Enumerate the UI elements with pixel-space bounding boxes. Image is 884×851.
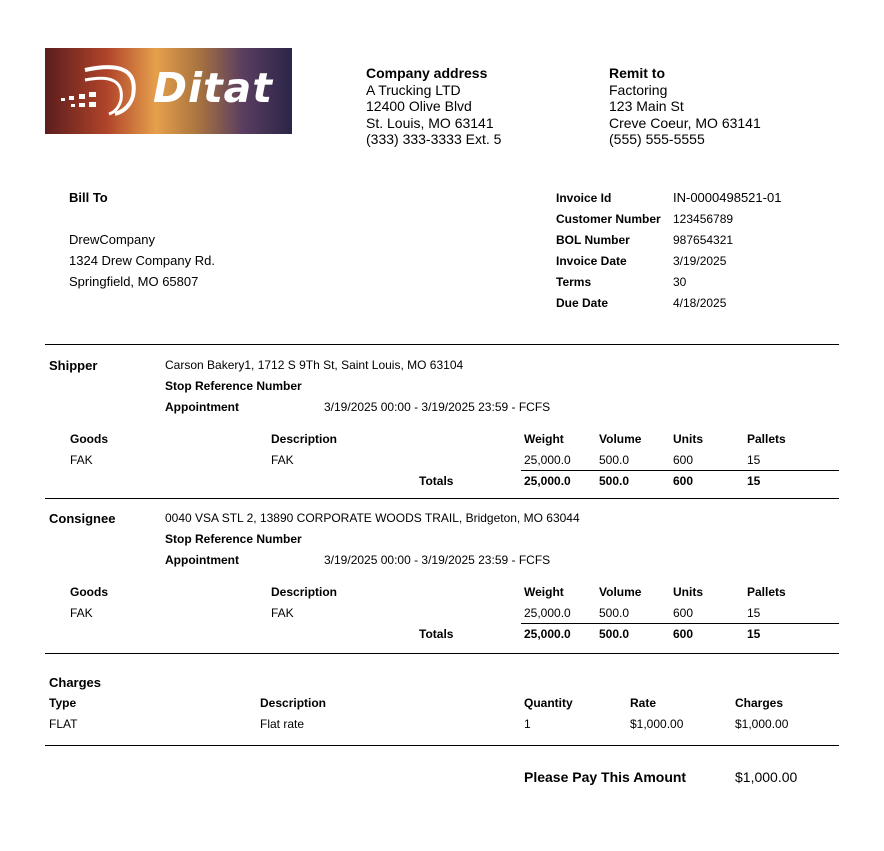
type-header: Type (49, 696, 77, 710)
consignee-appointment-label: Appointment (165, 553, 239, 567)
terms-label: Terms (556, 275, 592, 289)
logo-text: Ditat (153, 64, 273, 112)
bol-number-label: BOL Number (556, 233, 630, 247)
consignee-appointment-value: 3/19/2025 00:00 - 3/19/2025 23:59 - FCFS (324, 553, 551, 567)
volume-header: Volume (599, 585, 642, 599)
goods-cell: FAK (70, 453, 93, 467)
totals-label: Totals (419, 627, 454, 641)
due-date-value: 4/18/2025 (673, 296, 727, 310)
swoosh-icon (45, 48, 155, 134)
weight-header: Weight (524, 585, 564, 599)
pallets-total: 15 (747, 627, 761, 641)
terms-value: 30 (673, 275, 687, 289)
company-line: (333) 333-3333 Ext. 5 (366, 131, 502, 147)
pay-amount-label: Please Pay This Amount (524, 769, 687, 785)
weight-total: 25,000.0 (524, 627, 571, 641)
units-cell: 600 (673, 606, 694, 620)
charges-header: Charges (735, 696, 784, 710)
description-cell: FAK (271, 606, 294, 620)
description-header: Description (271, 585, 338, 599)
charges-cell: $1,000.00 (735, 717, 789, 731)
weight-total: 25,000.0 (524, 474, 571, 488)
company-line: A Trucking LTD (366, 82, 461, 98)
units-total: 600 (673, 474, 694, 488)
pallets-cell: 15 (747, 453, 761, 467)
units-total: 600 (673, 627, 694, 641)
description-header: Description (271, 432, 338, 446)
consignee-heading: Consignee (49, 511, 116, 526)
units-header: Units (673, 432, 703, 446)
bill-to-heading: Bill To (69, 190, 108, 205)
charge-description-cell: Flat rate (260, 717, 305, 731)
bill-to-line: 1324 Drew Company Rd. (69, 253, 215, 268)
invoice-id-label: Invoice Id (556, 191, 612, 205)
section-divider (45, 344, 839, 345)
company-line: St. Louis, MO 63141 (366, 115, 494, 131)
pallets-total: 15 (747, 474, 761, 488)
type-cell: FLAT (49, 717, 78, 731)
remit-line: Creve Coeur, MO 63141 (609, 115, 761, 131)
shipper-appointment-label: Appointment (165, 400, 239, 414)
pallets-header: Pallets (747, 432, 786, 446)
quantity-header: Quantity (524, 696, 573, 710)
totals-label: Totals (419, 474, 454, 488)
volume-cell: 500.0 (599, 453, 630, 467)
totals-divider (521, 623, 839, 624)
due-date-label: Due Date (556, 296, 609, 310)
volume-cell: 500.0 (599, 606, 630, 620)
consignee-stop-ref-label: Stop Reference Number (165, 532, 302, 546)
pay-amount-value: $1,000.00 (735, 769, 798, 785)
units-cell: 600 (673, 453, 694, 467)
weight-cell: 25,000.0 (524, 606, 571, 620)
description-cell: FAK (271, 453, 294, 467)
pallets-header: Pallets (747, 585, 786, 599)
pallets-cell: 15 (747, 606, 761, 620)
quantity-cell: 1 (524, 717, 531, 731)
remit-line: 123 Main St (609, 98, 684, 114)
company-address-heading: Company address (366, 65, 488, 81)
charge-description-header: Description (260, 696, 327, 710)
section-divider (45, 653, 839, 654)
bill-to-line: DrewCompany (69, 232, 155, 247)
customer-number-value: 123456789 (673, 212, 734, 226)
customer-number-label: Customer Number (556, 212, 661, 226)
remit-to-heading: Remit to (609, 65, 665, 81)
shipper-address: Carson Bakery1, 1712 S 9Th St, Saint Louis, MO 63104 (165, 358, 464, 372)
bill-to-line: Springfield, MO 65807 (69, 274, 199, 289)
remit-line: Factoring (609, 82, 668, 98)
shipper-heading: Shipper (49, 358, 98, 373)
charges-heading: Charges (49, 675, 102, 690)
consignee-address: 0040 VSA STL 2, 13890 CORPORATE WOODS TRAIL, Bridgeton, MO 63044 (165, 511, 580, 525)
section-divider (45, 498, 839, 499)
rate-cell: $1,000.00 (630, 717, 684, 731)
volume-total: 500.0 (599, 474, 630, 488)
weight-header: Weight (524, 432, 564, 446)
goods-cell: FAK (70, 606, 93, 620)
volume-header: Volume (599, 432, 642, 446)
goods-header: Goods (70, 585, 108, 599)
section-divider (45, 745, 839, 746)
invoice-date-value: 3/19/2025 (673, 254, 727, 268)
units-header: Units (673, 585, 703, 599)
rate-header: Rate (630, 696, 657, 710)
shipper-appointment-value: 3/19/2025 00:00 - 3/19/2025 23:59 - FCFS (324, 400, 551, 414)
weight-cell: 25,000.0 (524, 453, 571, 467)
bol-number-value: 987654321 (673, 233, 734, 247)
invoice-id-value: IN-0000498521-01 (673, 190, 782, 205)
volume-total: 500.0 (599, 627, 630, 641)
shipper-stop-ref-label: Stop Reference Number (165, 379, 302, 393)
totals-divider (521, 470, 839, 471)
remit-line: (555) 555-5555 (609, 131, 705, 147)
company-line: 12400 Olive Blvd (366, 98, 472, 114)
goods-header: Goods (70, 432, 108, 446)
invoice-date-label: Invoice Date (556, 254, 627, 268)
company-logo (45, 48, 292, 134)
